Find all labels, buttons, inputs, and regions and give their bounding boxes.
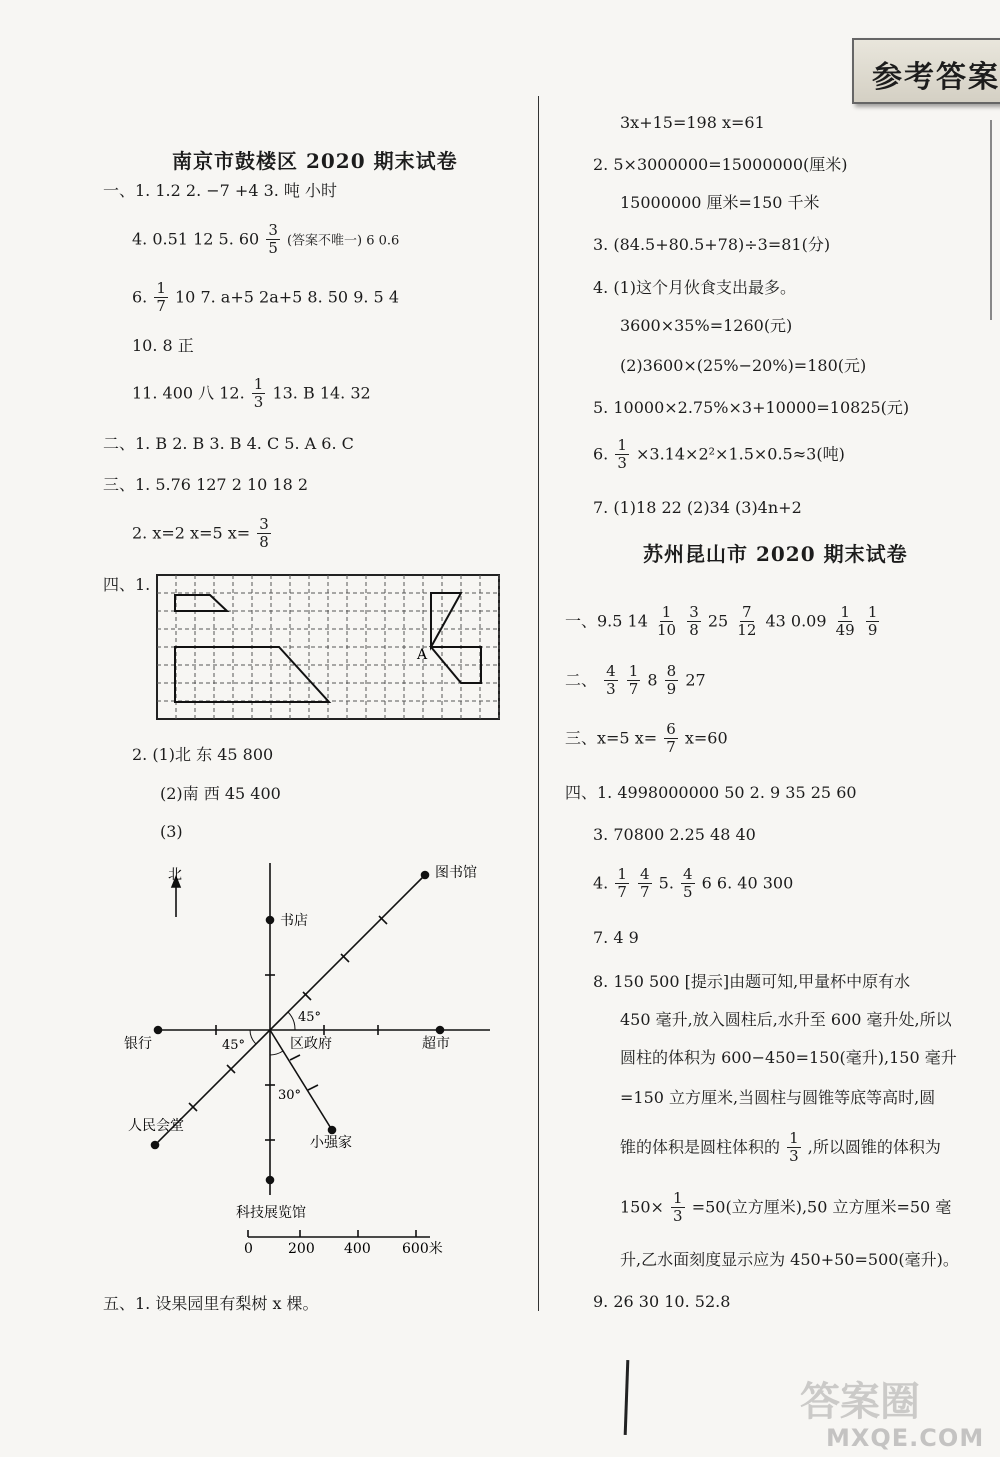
answer-line: (2)3600×(25%−20%)=180(元) [620, 356, 867, 375]
answer-line: 2. (1)北 东 45 800 [132, 745, 274, 764]
library-label: 图书馆 [435, 865, 477, 881]
bookstore-label: 书店 [280, 913, 308, 929]
answer-line: 450 毫升,放入圆柱后,水升至 600 毫升处,所以 [620, 1010, 952, 1029]
answer-text: 4. [593, 873, 609, 893]
answer-text: 三、x=5 x= [565, 728, 658, 748]
answer-line: =150 立方厘米,当圆柱与圆锥等底等高时,圆 [620, 1088, 936, 1107]
answer-line: 一、1. 1.2 2. −7 +4 3. 吨 小时 [103, 181, 338, 200]
answer-line [565, 663, 706, 699]
numerator: 4 [683, 865, 693, 883]
answer-text: 6. [593, 444, 609, 464]
fraction [681, 866, 695, 902]
scan-mark [624, 1360, 630, 1435]
bank-label: 银行 [124, 1036, 152, 1052]
answer-line: 15000000 厘米=150 千米 [620, 193, 820, 212]
fraction [627, 663, 641, 699]
answer-line [565, 604, 881, 640]
answer-line: 四、1. 4998000000 50 2. 9 35 25 60 [565, 783, 857, 802]
denominator: 8 [259, 533, 269, 552]
answer-text: 锥的体积是圆柱体积的 [620, 1137, 781, 1157]
numerator: 6 [666, 720, 676, 738]
right-section-title: 苏州昆山市 2020 期末试卷 [643, 542, 908, 566]
fraction [615, 866, 629, 902]
answer-line [593, 437, 845, 473]
answer-line: 9. 26 30 10. 52.8 [593, 1292, 731, 1311]
answer-line [132, 516, 273, 552]
denominator: 8 [689, 621, 699, 640]
answer-line: 五、1. 设果园里有梨树 x 棵。 [103, 1294, 319, 1313]
answer-text: 4. 0.51 12 5. 60 [132, 229, 260, 249]
answer-text: =50(立方厘米),50 立方厘米=50 毫 [691, 1197, 952, 1217]
home-label: 小强家 [310, 1135, 352, 1151]
numerator: 3 [689, 603, 699, 621]
numerator: 1 [840, 603, 850, 621]
answer-line [620, 1130, 941, 1166]
fraction [266, 222, 280, 258]
fraction [735, 604, 758, 640]
fraction [687, 604, 701, 640]
denominator: 9 [666, 680, 677, 699]
scale-bar [248, 1230, 430, 1237]
numerator: 3 [259, 515, 269, 533]
triangle [431, 593, 461, 647]
numerator: 1 [661, 603, 672, 621]
hall-label: 人民会堂 [128, 1118, 184, 1134]
fraction [638, 866, 652, 902]
answer-text: 一、9.5 14 [565, 611, 648, 631]
scale-tick-label: 200 [288, 1241, 315, 1257]
answer-line: 2. 5×3000000=15000000(厘米) [593, 155, 848, 174]
answer-line: 圆柱的体积为 600−450=150(毫升),150 毫升 [620, 1048, 957, 1067]
denominator: 3 [606, 680, 616, 699]
answer-line [132, 222, 399, 258]
answer-line [620, 1190, 951, 1226]
supermarket-label: 超市 [422, 1036, 450, 1052]
numerator: 1 [673, 1189, 683, 1207]
point-label-a: A [417, 647, 428, 663]
fraction [866, 604, 880, 640]
answer-text: (答案不唯一) 6 0.6 [286, 233, 400, 249]
answer-line: 3. 70800 2.25 48 40 [593, 825, 756, 844]
numerator: 1 [628, 662, 639, 680]
denominator: 7 [640, 883, 650, 902]
denominator: 49 [835, 621, 855, 640]
fraction [664, 721, 678, 757]
numerator: 1 [253, 375, 264, 393]
fraction [252, 376, 266, 412]
answer-line: 二、1. B 2. B 3. B 4. C 5. A 6. C [103, 434, 354, 453]
denominator: 12 [737, 621, 757, 640]
answer-line: 10. 8 正 [132, 336, 194, 355]
answer-line: 4. (1)这个月伙食支出最多。 [593, 278, 797, 297]
numerator: 1 [156, 279, 166, 297]
watermark-logo: 答案圈 [800, 1379, 920, 1425]
answer-line: 四、1. [103, 575, 151, 594]
denominator: 7 [156, 297, 166, 316]
answer-text: ×3.14×2²×1.5×0.5≈3(吨) [636, 444, 845, 464]
scale-tick-label: 600米 [402, 1241, 443, 1257]
denominator: 3 [673, 1207, 683, 1226]
denominator: 7 [628, 680, 639, 699]
fraction [257, 516, 271, 552]
answer-line: 三、1. 5.76 127 2 10 18 2 [103, 475, 309, 494]
denominator: 3 [253, 393, 264, 412]
denominator: 3 [617, 454, 627, 473]
answer-text: 150× [620, 1197, 664, 1217]
numerator: 1 [867, 603, 878, 621]
angle-label: 45° [298, 1010, 322, 1025]
answer-text: 11. 400 八 12. [132, 383, 245, 403]
numerator: 4 [640, 865, 650, 883]
answer-text: 25 [707, 611, 729, 631]
numerator: 8 [666, 662, 677, 680]
answer-text: 10 7. a+5 2a+5 8. 50 9. 5 4 [175, 287, 399, 307]
denominator: 7 [617, 883, 627, 902]
numerator: 1 [617, 865, 627, 883]
left-section-title: 南京市鼓楼区 2020 期末试卷 [172, 149, 458, 173]
answer-text: 27 [685, 670, 706, 690]
answer-line [565, 721, 728, 757]
district-label: 区政府 [290, 1036, 332, 1052]
museum-label: 科技展览馆 [236, 1205, 306, 1221]
fraction [154, 280, 168, 316]
answer-text: 13. B 14. 32 [272, 383, 371, 403]
answer-text: 6 6. 40 300 [701, 873, 794, 893]
scale-tick-label: 400 [344, 1241, 371, 1257]
angle-label: 30° [278, 1088, 302, 1103]
denominator: 5 [268, 239, 278, 258]
answer-line [132, 376, 371, 412]
answer-text: 8 [647, 670, 658, 690]
numerator: 3 [268, 221, 278, 239]
answer-text: 6. [132, 287, 148, 307]
watermark-url: MXQE.COM [826, 1424, 985, 1452]
answer-text: ,所以圆锥的体积为 [807, 1137, 941, 1157]
answer-text: 43 0.09 [765, 611, 827, 631]
page-edge-line [990, 120, 992, 320]
scale-tick-label: 0 [244, 1241, 253, 1257]
grid-figure [155, 573, 501, 721]
answer-line: (2)南 西 45 400 [160, 784, 281, 803]
answer-line: 8. 150 500 [提示]由题可知,甲量杯中原有水 [593, 972, 911, 991]
answer-line: 3600×35%=1260(元) [620, 316, 793, 335]
answer-line: 7. 4 9 [593, 928, 639, 947]
fraction [655, 604, 678, 640]
numerator: 1 [789, 1129, 799, 1147]
column-divider [538, 96, 539, 1311]
answer-line: 5. 10000×2.75%×3+10000=10825(元) [593, 398, 910, 417]
answer-text: 二、 [565, 670, 598, 690]
numerator: 4 [606, 662, 616, 680]
fraction [671, 1190, 685, 1226]
answer-text: 5. [658, 873, 674, 893]
small-trapezoid [175, 595, 227, 611]
numerator: 7 [742, 603, 752, 621]
denominator: 5 [683, 883, 693, 902]
answer-key-tab [852, 38, 1000, 104]
answer-key-tab-label: 参考答案 [872, 60, 1000, 95]
fraction [787, 1130, 801, 1166]
fraction [604, 663, 618, 699]
denominator: 3 [789, 1147, 799, 1166]
angle-label: 45° [222, 1038, 246, 1053]
denominator: 7 [666, 738, 676, 757]
answer-line [593, 866, 793, 902]
fraction [665, 663, 679, 699]
north-label: 北 [168, 867, 182, 883]
numerator: 1 [617, 436, 627, 454]
answer-line: 3. (84.5+80.5+78)÷3=81(分) [593, 235, 831, 254]
fraction [834, 604, 857, 640]
answer-text: 2. x=2 x=5 x= [132, 523, 251, 543]
answer-text: x=60 [684, 728, 728, 748]
answer-line: 升,乙水面刻度显示应为 450+50=500(毫升)。 [620, 1250, 959, 1269]
fraction [615, 437, 629, 473]
answer-line: (3) [160, 822, 183, 841]
denominator: 9 [867, 621, 878, 640]
answer-line: 7. (1)18 22 (2)34 (3)4n+2 [593, 498, 802, 517]
answer-line: 3x+15=198 x=61 [620, 113, 765, 132]
direction-map [110, 855, 530, 1265]
answer-line [132, 280, 399, 316]
denominator: 10 [657, 621, 677, 640]
